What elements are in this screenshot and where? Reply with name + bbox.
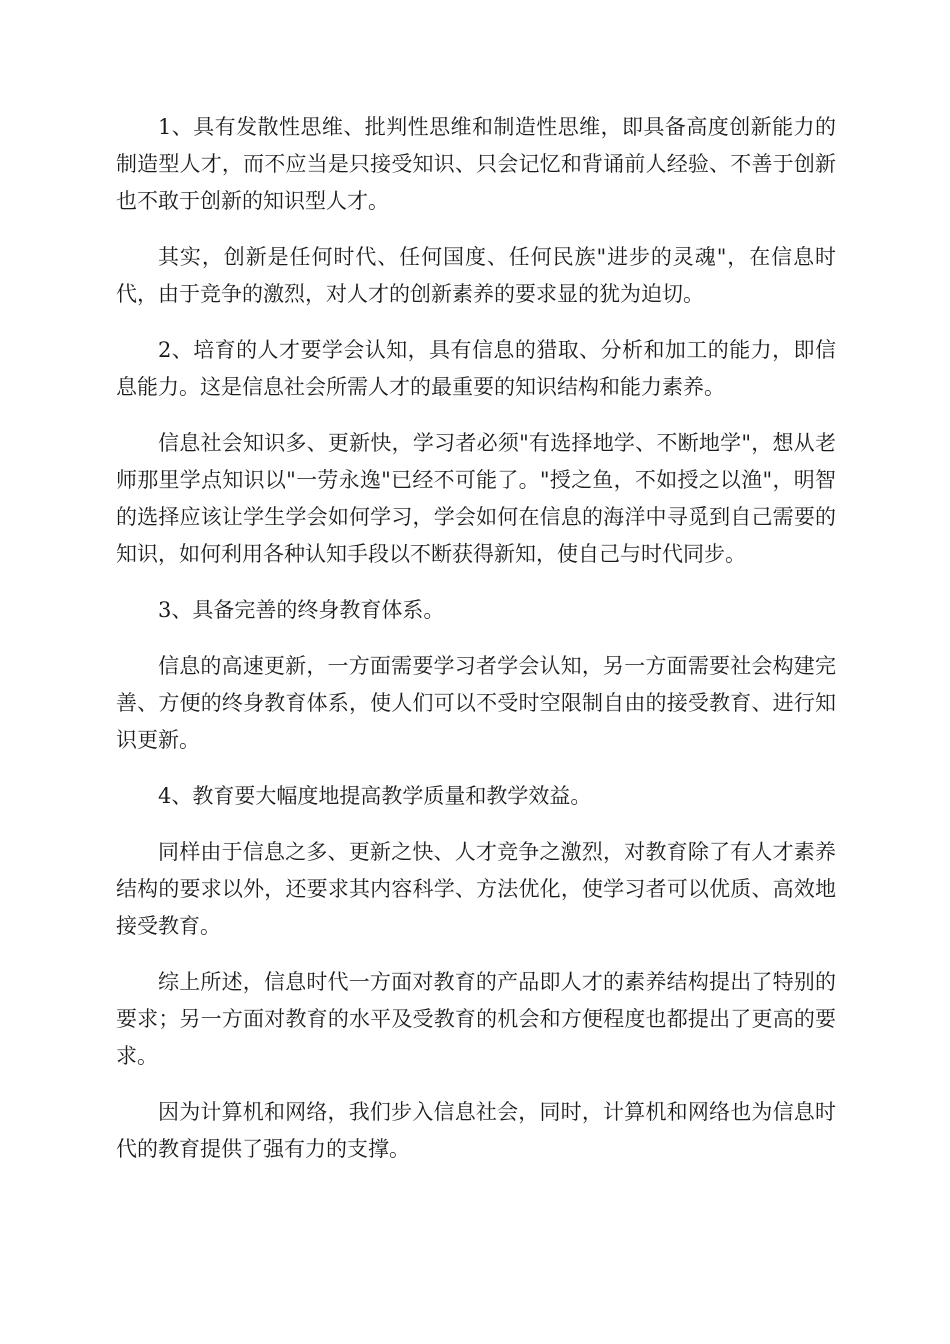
paragraph-7: 4、教育要大幅度地提高教学质量和教学效益。 [158,784,592,808]
paragraph-3: 2、培育的人才要学会认知，具有信息的猎取、分析和加工的能力，即信息能力。这是信息社会所需人才的最重要的知识结构和能力素养。 [116,338,836,399]
paragraph-10: 因为计算机和网络，我们步入信息社会，同时，计算机和网络也为信息时代的教育提供了强有力的支撑。 [116,1100,836,1161]
paragraph-2: 其实，创新是任何时代、任何国度、任何民族"进步的灵魂"，在信息时代，由于竞争的激烈，对人才的创新素养的要求显的犹为迫切。 [116,245,836,306]
document-body [116,109,836,1187]
paragraph-9: 综上所述，信息时代一方面对教育的产品即人才的素养结构提出了特别的要求；另一方面对教育的水平及受教育的机会和方便程度也都提出了更高的要求。 [116,970,836,1068]
paragraph-6: 信息的高速更新，一方面需要学习者学会认知，另一方面需要社会构建完善、方便的终身教育体系，使人们可以不受时空限制自由的接受教育、进行知识更新。 [116,654,836,752]
paragraph-8: 同样由于信息之多、更新之快、人才竞争之激烈，对教育除了有人才素养结构的要求以外，还要求其内容科学、方法优化，使学习者可以优质、高效地接受教育。 [116,840,836,938]
paragraph-1: 1、具有发散性思维、批判性思维和制造性思维，即具备高度创新能力的制造型人才，而不应当是只接受知识、只会记忆和背诵前人经验、不善于创新也不敢于创新的知识型人才。 [116,115,836,213]
paragraph-5: 3、具备完善的终身教育体系。 [158,598,445,622]
paragraph-4: 信息社会知识多、更新快，学习者必须"有选择地学、不断地学"，想从老师那里学点知识以"一劳永逸"已经不可能了。"授之鱼，不如授之以渔"，明智的选择应该让学生学会如何学习，学会如何在信息的海洋中寻觅到自己需要的知识，如何利用各种认知手段以不断获得新知，使自己与时代同步。 [116,431,836,566]
